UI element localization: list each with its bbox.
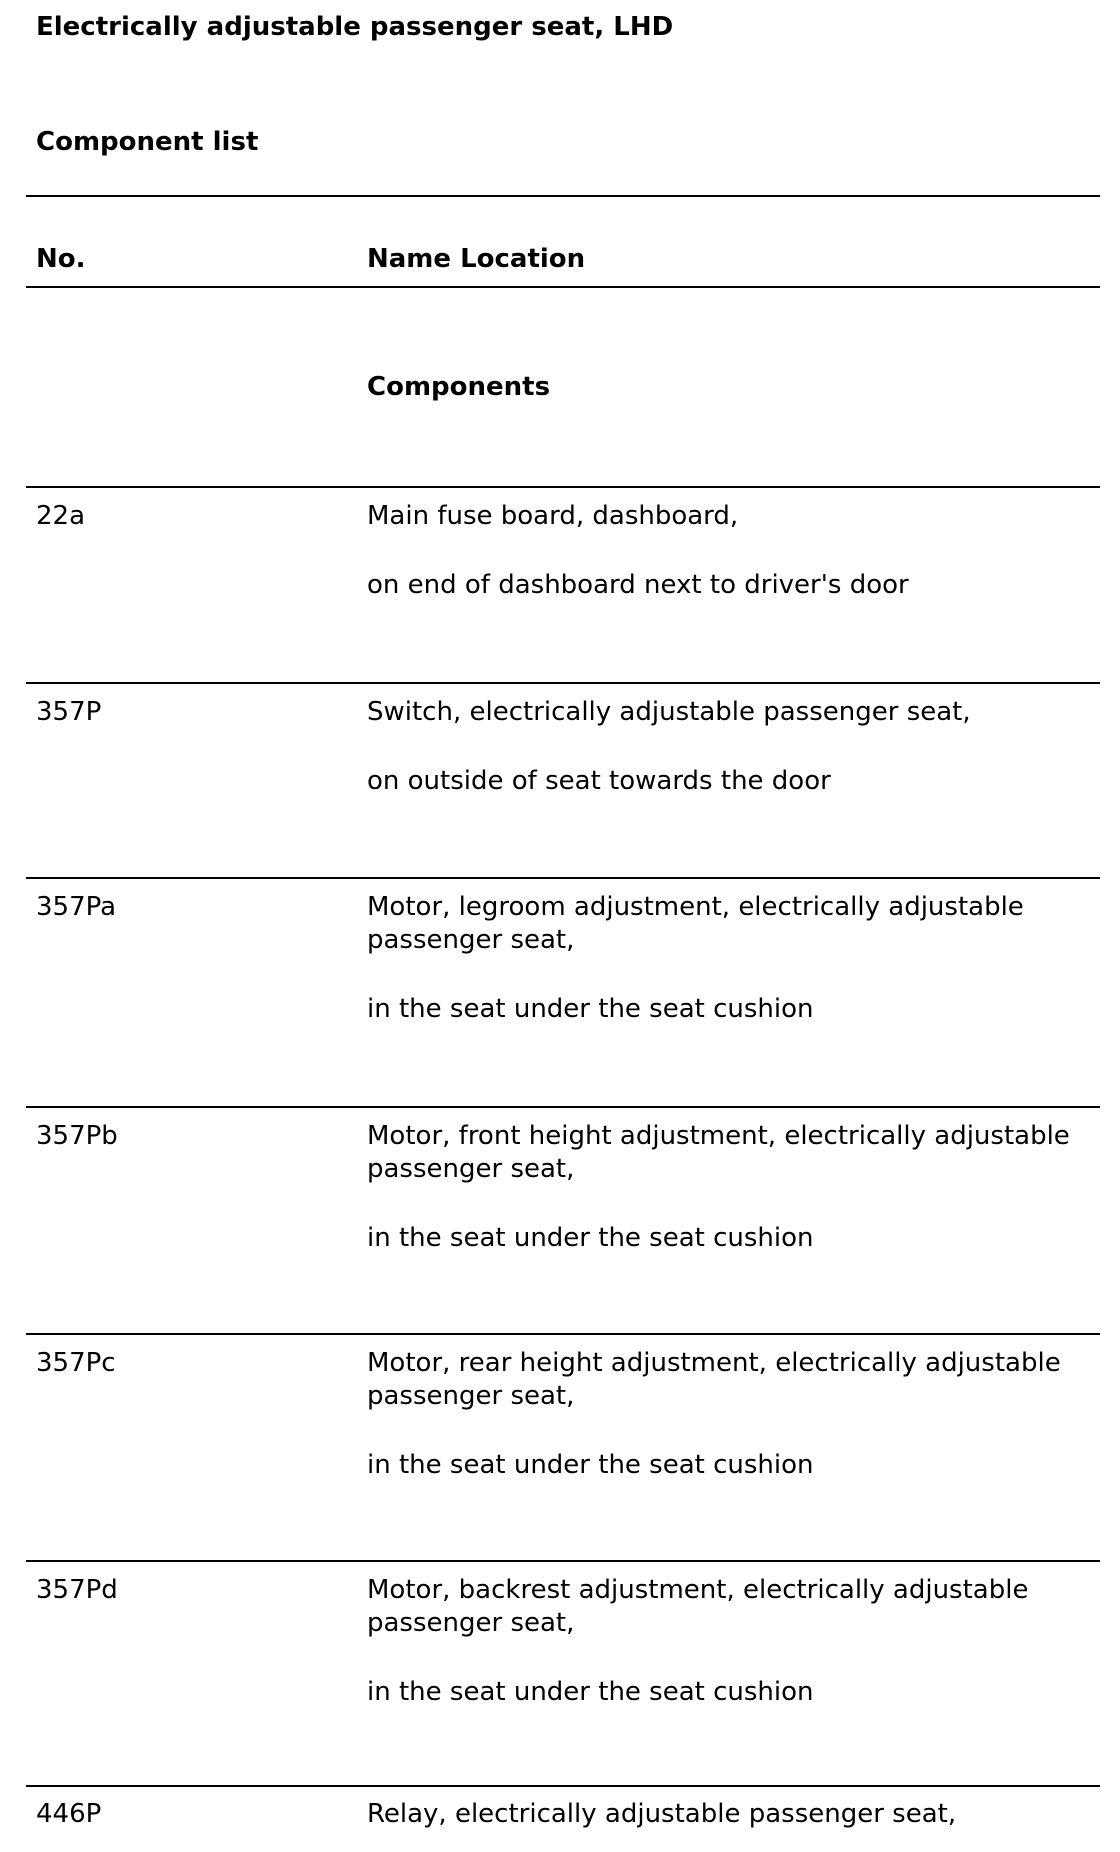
component-location: on end of dashboard next to driver's door <box>367 570 909 600</box>
component-location: in the seat under the seat cushion <box>367 1450 814 1480</box>
row-description <box>367 1574 1092 1709</box>
component-location: on outside of seat towards the door <box>367 766 831 796</box>
component-name: Motor, rear height adjustment, electrically adjustable passenger seat, <box>367 1348 1061 1411</box>
row-number: 22a <box>36 501 86 531</box>
component-location: in the seat under the seat cushion <box>367 1223 814 1253</box>
component-location: in the seat under the seat cushion <box>367 1677 814 1707</box>
row-number: 357Pa <box>36 892 117 922</box>
row-rule <box>26 682 1100 684</box>
column-header-no: No. <box>36 244 86 274</box>
row-number: 357P <box>36 697 102 727</box>
component-name: Relay, electrically adjustable passenger seat, <box>367 1799 957 1829</box>
component-name: Main fuse board, dashboard, <box>367 501 739 531</box>
header-bottom-rule <box>26 286 1100 288</box>
section-heading: Components <box>367 372 551 402</box>
row-number: 446P <box>36 1799 102 1829</box>
row-rule <box>26 1106 1100 1108</box>
row-description <box>367 500 1092 602</box>
row-rule <box>26 1560 1100 1562</box>
row-description <box>367 696 1092 798</box>
column-header-name-location: Name Location <box>367 244 586 274</box>
component-name: Motor, backrest adjustment, electrically adjustable passenger seat, <box>367 1575 1029 1638</box>
row-number: 357Pd <box>36 1575 118 1605</box>
document-subtitle: Component list <box>36 127 259 157</box>
row-number: 357Pb <box>36 1121 118 1151</box>
row-description <box>367 1798 1092 1831</box>
component-name: Motor, legroom adjustment, electrically adjustable passenger seat, <box>367 892 1024 955</box>
row-description <box>367 891 1092 1026</box>
row-rule <box>26 1785 1100 1787</box>
row-rule <box>26 486 1100 488</box>
component-name: Switch, electrically adjustable passenger seat, <box>367 697 971 727</box>
table-top-rule <box>26 195 1100 197</box>
row-description <box>367 1347 1092 1482</box>
component-location: in the seat under the seat cushion <box>367 994 814 1024</box>
row-rule <box>26 877 1100 879</box>
row-rule <box>26 1333 1100 1335</box>
row-description <box>367 1120 1092 1255</box>
row-number: 357Pc <box>36 1348 116 1378</box>
component-name: Motor, front height adjustment, electrically adjustable passenger seat, <box>367 1121 1070 1184</box>
document-title: Electrically adjustable passenger seat, LHD <box>36 12 674 42</box>
